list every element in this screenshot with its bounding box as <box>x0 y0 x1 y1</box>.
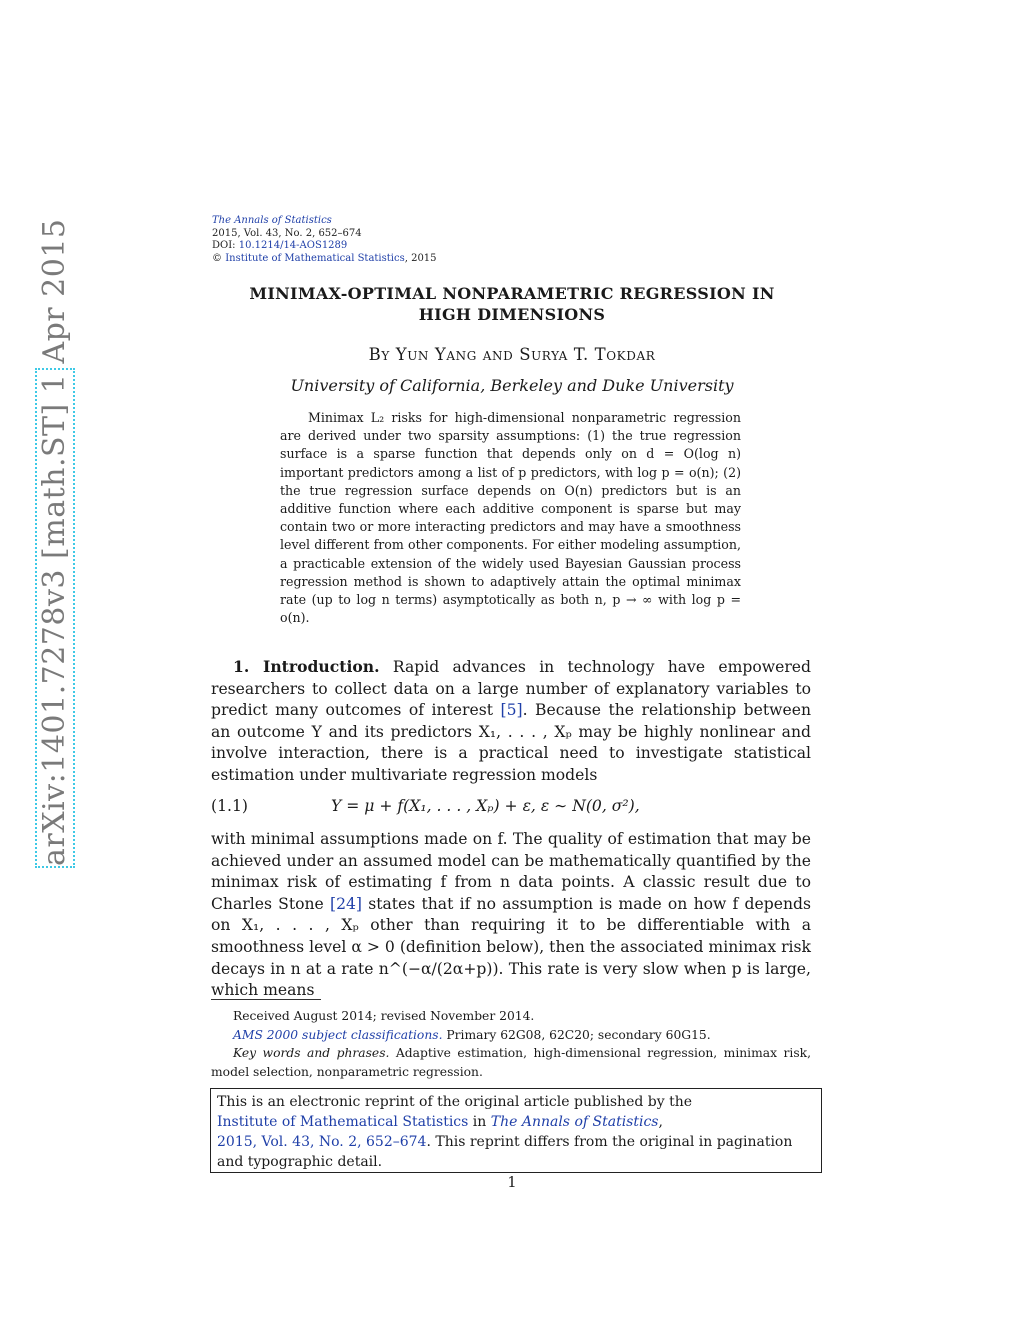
ams-classification-link[interactable]: AMS 2000 subject classifications. <box>233 1027 443 1042</box>
doi-label: DOI: <box>212 240 239 251</box>
journal-name-link[interactable]: The Annals of Statistics <box>212 215 332 226</box>
journal-doi-line <box>212 240 437 253</box>
citation-link-24[interactable]: [24] <box>329 894 362 913</box>
arxiv-side-stamp: arXiv:1401.7278v3 [math.ST] 1 Apr 2015 <box>35 368 75 868</box>
intro-text-a: Rapid advances in technology have empowered researchers to collect data on a large number of explanatory variables to predict many outcomes of interest <box>211 658 811 720</box>
copyright-year: , 2015 <box>404 252 437 264</box>
reprint-volume-link[interactable]: 2015, Vol. 43, No. 2, 652–674 <box>217 1134 427 1150</box>
keywords-text: Adaptive estimation, high-dimensional regression, minimax risk, model selection, nonparametric regression. <box>211 1046 811 1079</box>
para2-text-b: states that if no assumption is made on how f depends on X₁, . . . , Xₚ other than requiring it to be differentiable with a smoothness level α > 0 (definition below), then the associated minimax risk decays in n at a rate n^(−α/(2α+p)). This rate is very slow when p is large, which means <box>211 894 811 1000</box>
journal-copyright-line <box>212 253 437 266</box>
doi-link[interactable]: 10.1214/14-AOS1289 <box>238 240 348 251</box>
citation-link-5[interactable]: [5] <box>500 701 523 720</box>
intro-section <box>211 656 811 787</box>
para2-text-a: with minimal assumptions made on f. The quality of estimation that may be achieved under an assumed model can be mathematically quantified by the minimax risk of estimating f from n data points. A classic result due to Charles Stone <box>211 830 811 913</box>
reprint-comma: , <box>658 1114 663 1130</box>
ams-classification <box>211 1026 811 1045</box>
title-line-2: HIGH DIMENSIONS <box>418 305 606 324</box>
paper-title <box>200 283 824 325</box>
title-line-1: MINIMAX-OPTIMAL NONPARAMETRIC REGRESSION IN <box>249 284 775 303</box>
page-number: 1 <box>507 1175 517 1191</box>
institute-link[interactable]: Institute of Mathematical Statistics <box>225 252 405 264</box>
reprint-rest: . This reprint differs from the original in pagination and typographic detail. <box>217 1134 793 1170</box>
footnote-rule <box>211 999 321 1000</box>
journal-header <box>212 215 437 265</box>
keywords-label: Key words and phrases. <box>233 1046 390 1060</box>
intro-text-b: . Because the relationship between an outcome Y and its predictors X₁, . . . , Xₚ may be highly nonlinear and involve interaction, there is a practical need to investigate statistical estimation under multivariate regression models <box>211 701 812 784</box>
equation-body: Y = μ + f(X₁, . . . , Xₚ) + ε, ε ∼ N(0, σ²), <box>331 797 640 815</box>
equation-number: (1.1) <box>211 797 248 815</box>
ams-text: Primary 62G08, 62C20; secondary 60G15. <box>442 1027 711 1042</box>
intro-paragraph <box>211 656 811 787</box>
authors: By Yun Yang and Surya T. Tokdar <box>368 345 656 364</box>
reprint-text <box>217 1092 815 1172</box>
affiliation: University of California, Berkeley and Duke University <box>290 376 734 395</box>
body-paragraph-2 <box>211 829 811 1002</box>
abstract <box>280 409 741 627</box>
reprint-journal-link[interactable]: The Annals of Statistics <box>490 1114 659 1130</box>
received-note: Received August 2014; revised November 2014. <box>233 1009 535 1023</box>
footnotes <box>211 1007 811 1081</box>
section-heading: 1. Introduction. <box>233 657 380 676</box>
keywords-note <box>211 1044 811 1081</box>
abstract-text: Minimax L₂ risks for high-dimensional nonparametric regression are derived under two sparsity assumptions: (1) the true regression surface is a sparse function that depends only on d = O(log n) important predictors among a list of p predictors, with log p = o(n); (2) the true regression surface depends on O(n) predictors but is an additive function where each additive component is sparse but may contain two or more interacting predictors and may have a smoothness level different from other components. For either modeling assumption, a practicable extension of the widely used Bayesian Gaussian process regression method is shown to adaptively attain the optimal minimax rate (up to log n terms) asymptotically as both n, p → ∞ with log p = o(n). <box>280 410 741 626</box>
paragraph-2 <box>211 829 811 1002</box>
equation-1-1 <box>211 797 811 821</box>
reprint-institute-link[interactable]: Institute of Mathematical Statistics <box>217 1114 469 1130</box>
reprint-line-1: This is an electronic reprint of the original article published by the <box>217 1094 693 1110</box>
reprint-in: in <box>468 1114 491 1130</box>
journal-volume-line: 2015, Vol. 43, No. 2, 652–674 <box>212 227 362 239</box>
copyright-symbol: © <box>212 252 222 264</box>
reprint-notice-box <box>210 1088 822 1173</box>
